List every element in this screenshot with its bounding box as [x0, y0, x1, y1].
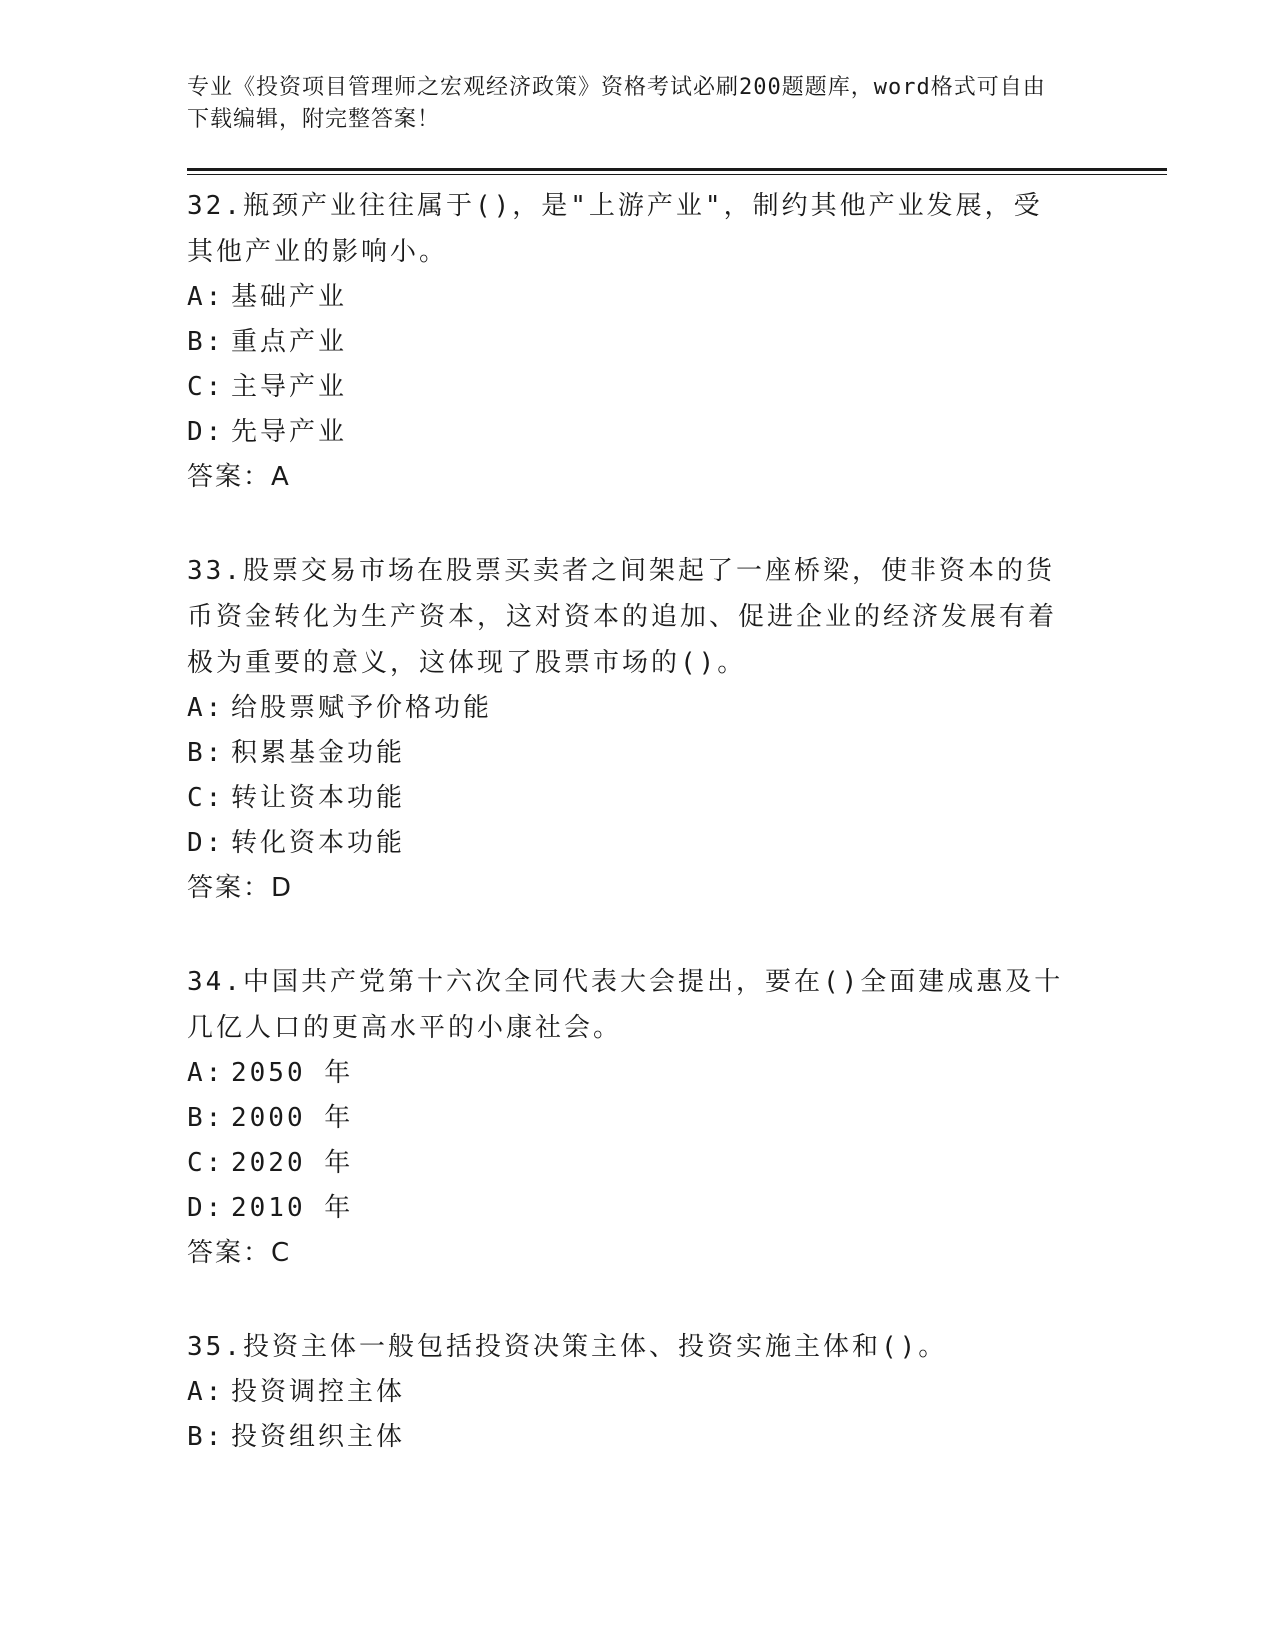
- question-stem: 33.股票交易市场在股票买卖者之间架起了一座桥梁，使非资本的货币资金转化为生产资本，这对资本的追加、促进企业的经济发展有着极为重要的意义，这体现了股票市场的()。: [187, 556, 1058, 678]
- answer-option: [187, 1096, 1167, 1141]
- option-letter: A:: [187, 693, 225, 723]
- option-letter: B:: [187, 738, 225, 768]
- question-block: [187, 548, 1167, 911]
- answer-option: [187, 731, 1167, 776]
- answer-option: [187, 1051, 1167, 1096]
- option-text: 基础产业: [231, 282, 348, 312]
- option-letter: B:: [187, 1103, 225, 1133]
- question-stem: 35.投资主体一般包括投资决策主体、投资实施主体和()。: [187, 1332, 948, 1362]
- document-page: [187, 72, 1167, 1460]
- answer-option: [187, 320, 1167, 365]
- option-text: 2050 年: [231, 1058, 354, 1088]
- option-letter: B:: [187, 1422, 225, 1452]
- option-text: 主导产业: [231, 372, 348, 402]
- answer-option: [187, 686, 1167, 731]
- question-list: [187, 183, 1167, 1460]
- answer-key: 答案：C: [187, 1238, 292, 1268]
- answer-key: 答案：D: [187, 873, 294, 903]
- option-letter: C:: [187, 372, 225, 402]
- option-text: 积累基金功能: [231, 738, 406, 768]
- option-letter: B:: [187, 327, 225, 357]
- option-letter: A:: [187, 1058, 225, 1088]
- question-block: [187, 183, 1167, 500]
- answer-option: [187, 275, 1167, 320]
- answer-option: [187, 1370, 1167, 1415]
- question-block: [187, 959, 1167, 1276]
- option-text: 2010 年: [231, 1193, 354, 1223]
- option-text: 投资调控主体: [231, 1377, 406, 1407]
- header-divider: [187, 168, 1167, 175]
- answer-option: [187, 821, 1167, 866]
- answer-option: [187, 776, 1167, 821]
- answer-option: [187, 1186, 1167, 1231]
- answer-option: [187, 410, 1167, 455]
- option-letter: C:: [187, 1148, 225, 1178]
- option-text: 先导产业: [231, 417, 348, 447]
- question-block: [187, 1324, 1167, 1460]
- question-stem: 34.中国共产党第十六次全同代表大会提出，要在()全面建成惠及十几亿人口的更高水平的小康社会。: [187, 967, 1064, 1043]
- option-text: 转让资本功能: [231, 783, 406, 813]
- answer-option: [187, 1141, 1167, 1186]
- option-text: 给股票赋予价格功能: [231, 693, 493, 723]
- option-letter: D:: [187, 1193, 225, 1223]
- question-stem: 32.瓶颈产业往往属于()，是"上游产业"，制约其他产业发展，受其他产业的影响小。: [187, 191, 1043, 267]
- option-text: 2000 年: [231, 1103, 354, 1133]
- option-letter: D:: [187, 828, 225, 858]
- option-text: 重点产业: [231, 327, 348, 357]
- answer-key: 答案：A: [187, 462, 291, 492]
- option-text: 2020 年: [231, 1148, 354, 1178]
- option-text: 投资组织主体: [231, 1422, 406, 1452]
- option-letter: A:: [187, 1377, 225, 1407]
- option-letter: A:: [187, 282, 225, 312]
- option-letter: D:: [187, 417, 225, 447]
- answer-option: [187, 1415, 1167, 1460]
- answer-option: [187, 365, 1167, 410]
- document-intro: 专业《投资项目管理师之宏观经济政策》资格考试必刷200题题库，word格式可自由下载编辑，附完整答案！: [187, 75, 1046, 132]
- option-letter: C:: [187, 783, 225, 813]
- option-text: 转化资本功能: [231, 828, 406, 858]
